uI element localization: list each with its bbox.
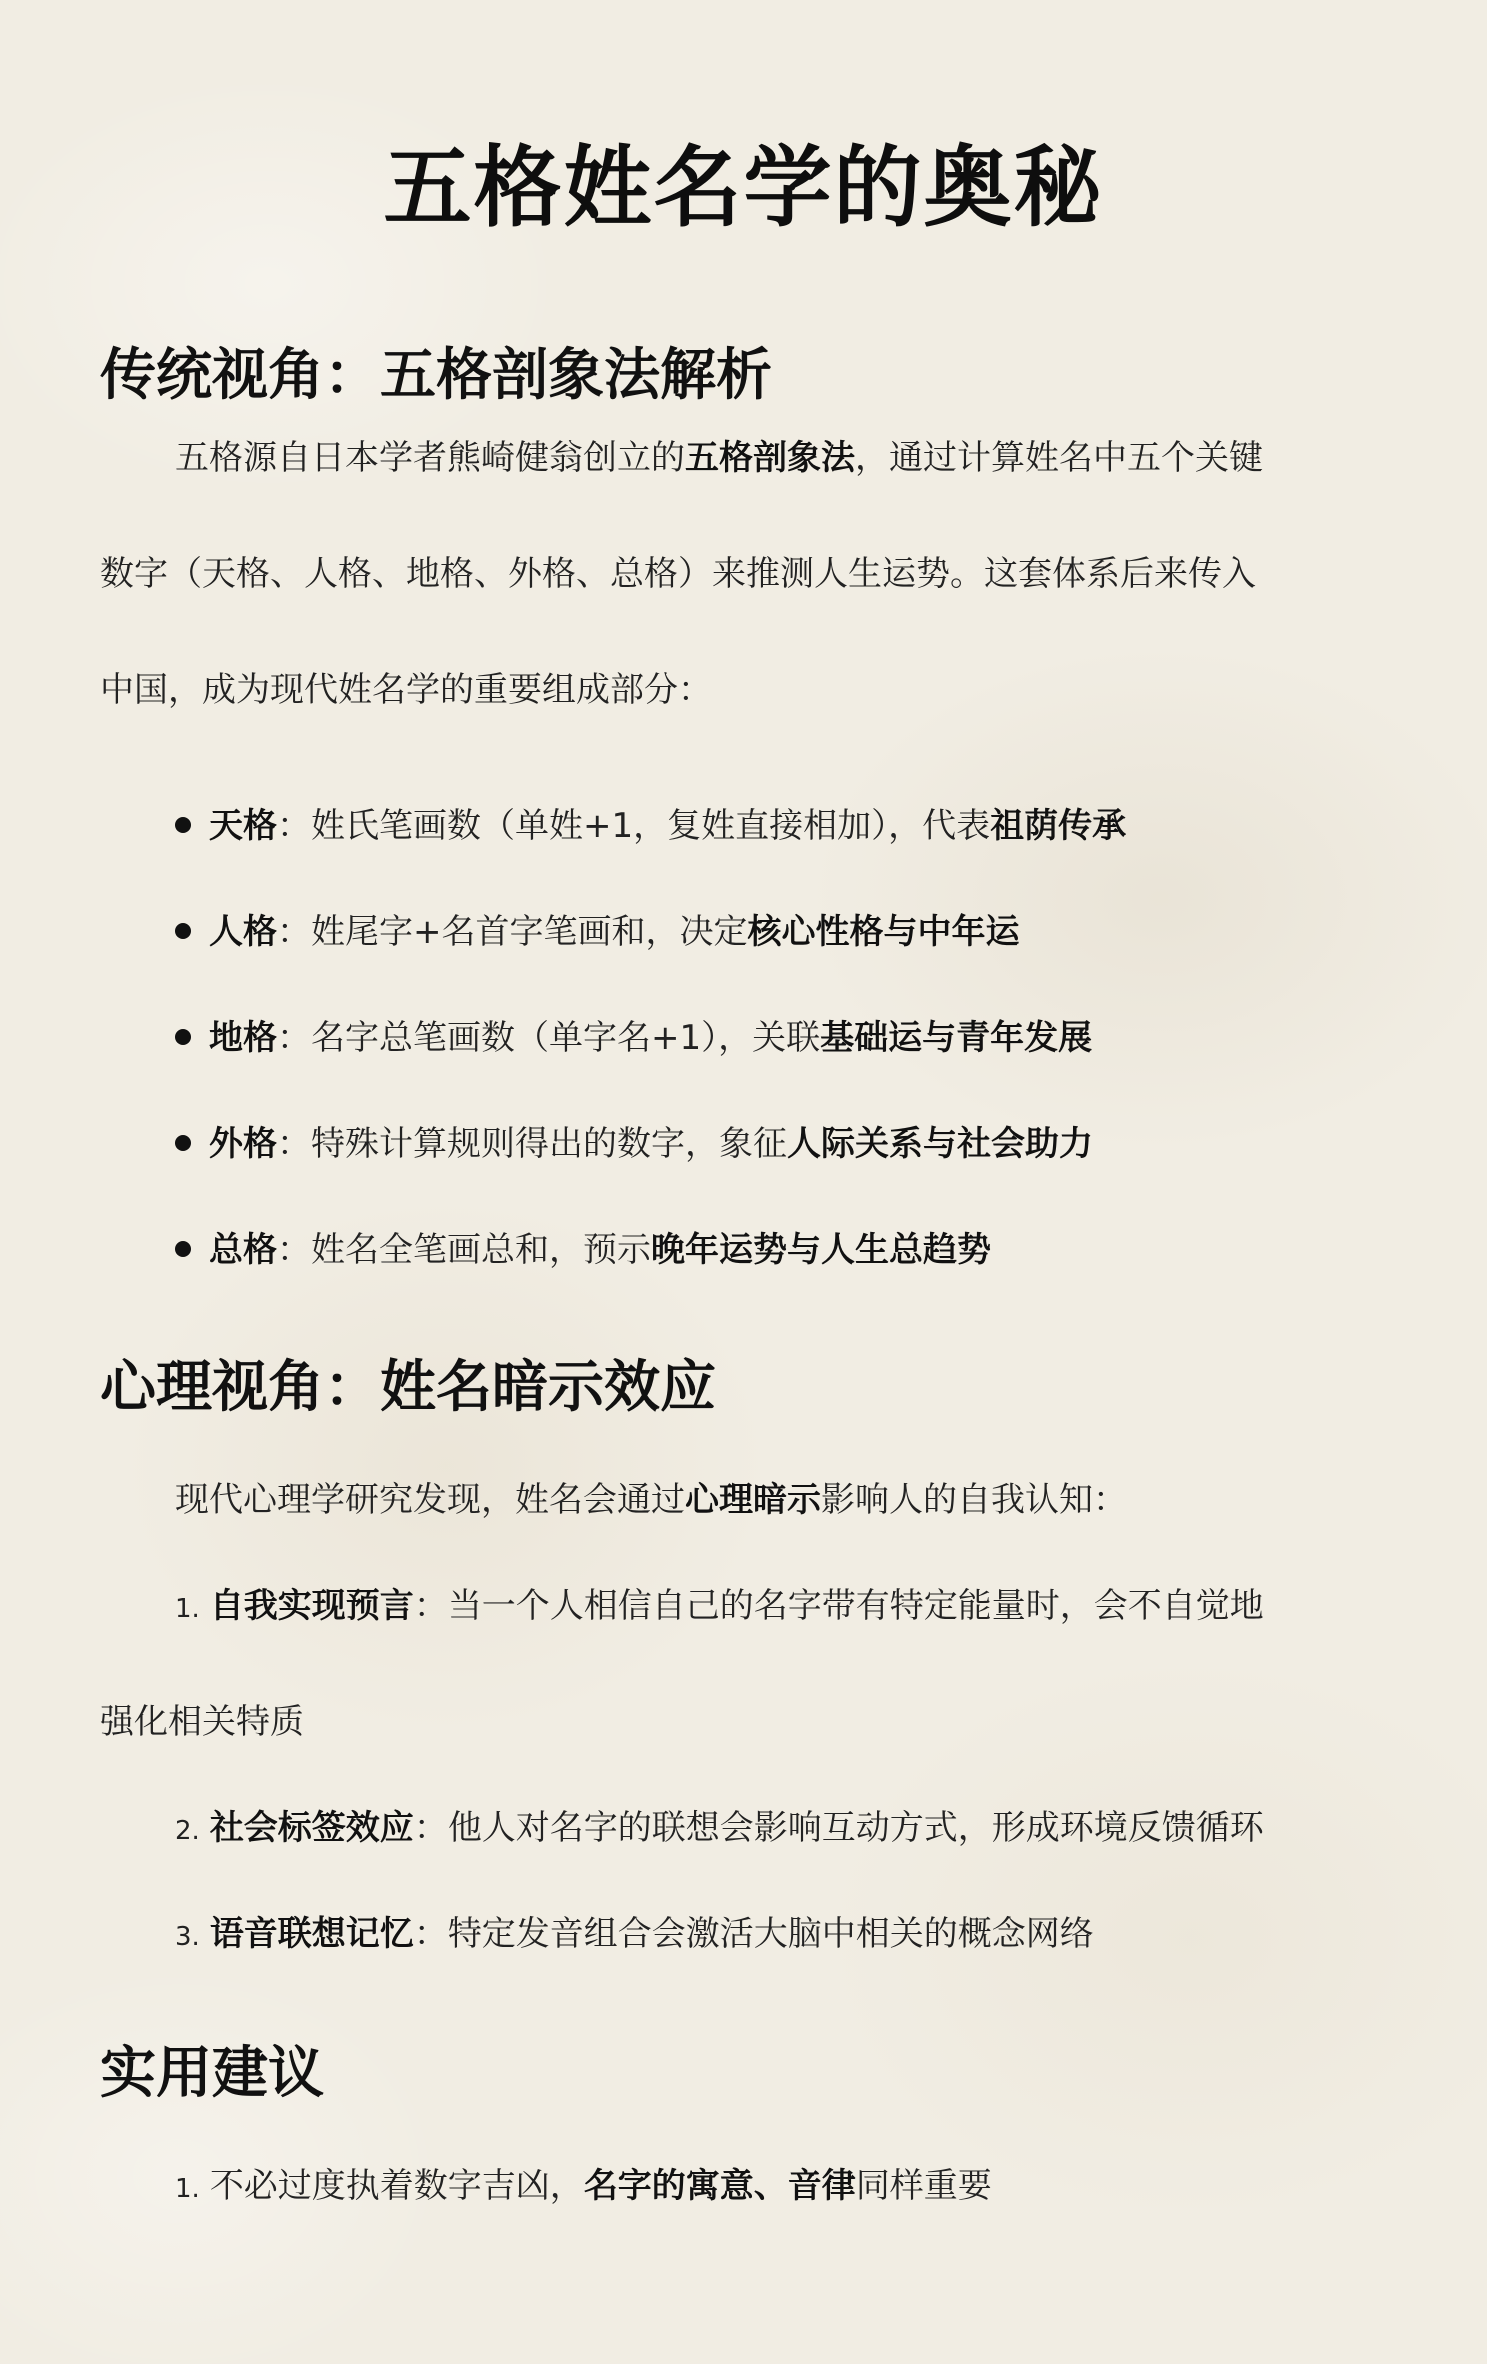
item-emphasis: 祖荫传承: [990, 806, 1127, 846]
item-text: 当一个人相信自己的名字带有特定能量时，会不自觉地: [447, 1586, 1264, 1626]
numbered-item-2: [175, 1802, 1375, 1857]
item-text: 同样重要: [855, 2166, 992, 2206]
item-sep: ：: [413, 1914, 448, 1954]
advice-item-1: [175, 2160, 1375, 2215]
item-emphasis: 名字的寓意、音律: [583, 2166, 856, 2206]
list-item-dige: [175, 1012, 1375, 1064]
item-sep: ：: [413, 1586, 448, 1626]
list-item-renge: [175, 906, 1375, 958]
item-emphasis: 人际关系与社会助力: [787, 1124, 1093, 1164]
item-emphasis: 晚年运势与人生总趋势: [651, 1230, 991, 1270]
bullet-icon: [175, 923, 191, 939]
item-term: 天格: [209, 806, 277, 846]
item-number: 2.: [175, 1816, 200, 1846]
item-text: 姓名全笔画总和，预示: [311, 1230, 651, 1270]
intro-line-1: [100, 432, 1368, 484]
numbered-item-3: [175, 1908, 1375, 1963]
bullet-icon: [175, 817, 191, 833]
item-number: 1.: [175, 1594, 200, 1624]
list-item-waige: [175, 1118, 1375, 1170]
item-term: 人格: [209, 912, 277, 952]
intro-emphasis: 心理暗示: [685, 1480, 821, 1520]
list-item-tiange: [175, 800, 1375, 852]
item-emphasis: 核心性格与中年运: [747, 912, 1020, 952]
item-number: 1.: [175, 2174, 200, 2204]
item-text: 名字总笔画数（单字名+1），关联: [311, 1018, 821, 1058]
item-term: 地格: [209, 1018, 277, 1058]
intro-text: 五格源自日本学者熊崎健翁创立的: [175, 438, 685, 478]
item-sep: ：: [277, 1230, 311, 1270]
numbered-item-1-continuation: 强化相关特质: [100, 1702, 304, 1742]
section-heading-psychology: 心理视角：姓名暗示效应: [100, 1355, 716, 1420]
item-number: 3.: [175, 1922, 200, 1952]
item-sep: ：: [277, 912, 311, 952]
intro-emphasis: 五格剖象法: [685, 438, 855, 478]
intro-text: 现代心理学研究发现，姓名会通过: [175, 1480, 685, 1520]
item-text: 不必过度执着数字吉凶，: [209, 2166, 584, 2206]
item-text: 他人对名字的联想会影响互动方式，形成环境反馈循环: [447, 1808, 1264, 1848]
item-term: 社会标签效应: [209, 1808, 414, 1848]
item-text: 姓尾字+名首字笔画和，决定: [311, 912, 748, 952]
item-text: 特殊计算规则得出的数字，象征: [311, 1124, 787, 1164]
item-term: 外格: [209, 1124, 277, 1164]
item-emphasis: 基础运与青年发展: [820, 1018, 1093, 1058]
item-sep: ：: [277, 1124, 311, 1164]
intro-line-3: 中国，成为现代姓名学的重要组成部分：: [100, 670, 712, 710]
bullet-icon: [175, 1241, 191, 1257]
item-term: 总格: [209, 1230, 277, 1270]
list-item-zongge: [175, 1224, 1375, 1276]
intro-text: ，通过计算姓名中五个关键: [855, 438, 1263, 478]
section-heading-traditional: 传统视角：五格剖象法解析: [100, 343, 772, 408]
item-sep: ：: [277, 806, 311, 846]
item-sep: ：: [413, 1808, 448, 1848]
intro-line-2: 数字（天格、人格、地格、外格、总格）来推测人生运势。这套体系后来传入: [100, 554, 1256, 594]
item-text: 特定发音组合会激活大脑中相关的概念网络: [447, 1914, 1094, 1954]
bullet-icon: [175, 1135, 191, 1151]
section-heading-advice: 实用建议: [100, 2041, 324, 2106]
item-text: 姓氏笔画数（单姓+1，复姓直接相加），代表: [311, 806, 991, 846]
item-sep: ：: [277, 1018, 311, 1058]
numbered-item-1: [175, 1580, 1375, 1635]
item-term: 语音联想记忆: [209, 1914, 414, 1954]
section2-intro: [175, 1474, 1375, 1526]
intro-text: 影响人的自我认知：: [821, 1480, 1127, 1520]
page-title: 五格姓名学的奥秘: [383, 136, 1104, 239]
bullet-icon: [175, 1029, 191, 1045]
item-term: 自我实现预言: [209, 1586, 414, 1626]
